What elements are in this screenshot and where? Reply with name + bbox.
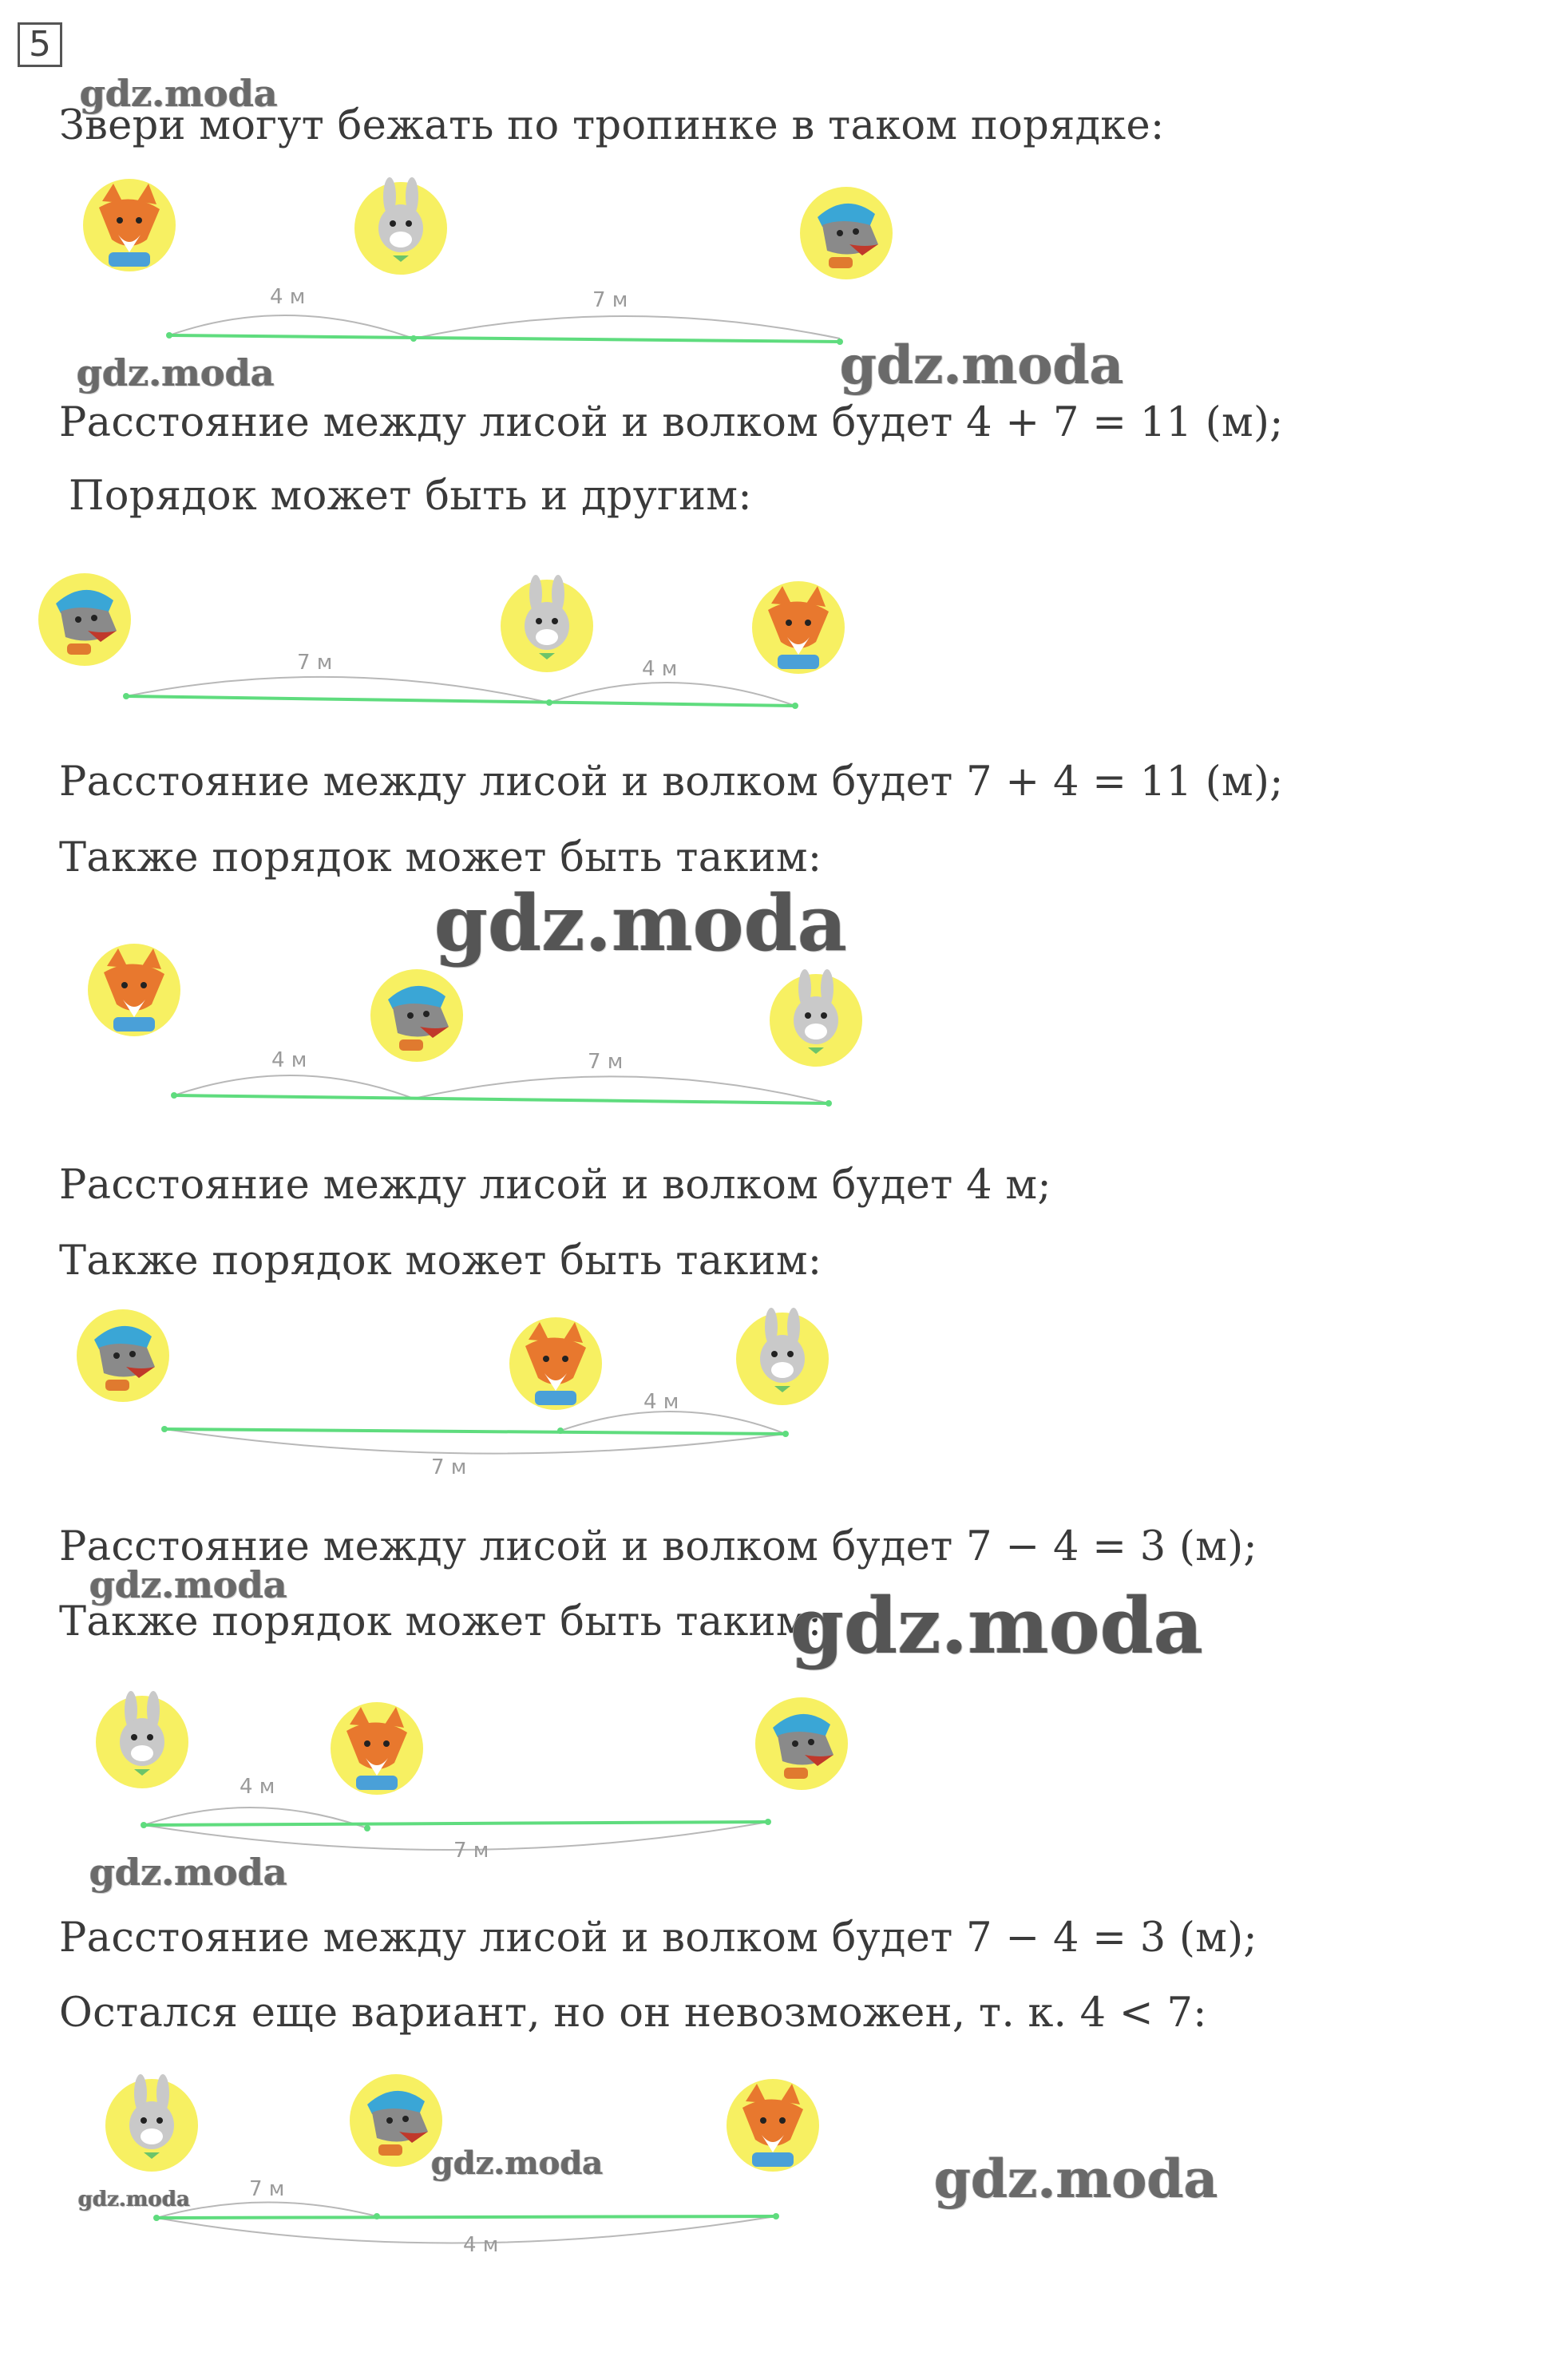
diagram-2-svg — [0, 559, 1568, 719]
fox-eye — [364, 1740, 370, 1747]
wolf-collar — [105, 1380, 129, 1391]
path-line — [174, 1095, 829, 1103]
text-line-2: Расстояние между лисой и волком будет 4 + 7 = 11 (м); — [59, 399, 1284, 446]
fox-collar — [535, 1391, 576, 1405]
label-7m: 7 м — [431, 1455, 467, 1479]
label-7m: 7 м — [249, 2177, 285, 2201]
path-dot — [826, 1100, 832, 1107]
fox-icon — [331, 1702, 423, 1795]
wolf-icon — [755, 1697, 848, 1790]
watermark: gdz.moda — [80, 72, 278, 115]
watermark: gdz.moda — [78, 2188, 191, 2211]
wolf-eye — [792, 1740, 798, 1747]
diagram-4-svg — [0, 1293, 1568, 1485]
label-7m: 7 м — [453, 1839, 489, 1863]
path-line — [144, 1822, 768, 1825]
text-line-5: Также порядок может быть таким: — [59, 834, 822, 881]
hare-muzzle — [141, 2128, 163, 2144]
diagram-2 — [0, 559, 1568, 719]
text-line-9: Также порядок может быть таким: — [59, 1598, 822, 1645]
wolf-eye — [423, 1011, 430, 1017]
path-dot — [773, 2213, 779, 2219]
path-dot — [153, 2215, 160, 2221]
hare-eye — [821, 1012, 827, 1019]
wolf-collar — [378, 2144, 402, 2156]
fox-eye — [117, 217, 123, 224]
wolf-eye — [402, 2116, 409, 2122]
diagram-1 — [0, 176, 1568, 359]
fox-eye — [543, 1356, 549, 1362]
hare-eye — [552, 618, 558, 624]
watermark: gdz.moda — [790, 1581, 1204, 1671]
wolf-eye — [91, 615, 97, 621]
hare-eye — [536, 618, 542, 624]
label-7m: 7 м — [592, 288, 628, 312]
wolf-eye — [407, 1012, 414, 1019]
path-dot — [410, 335, 417, 342]
wolf-eye — [75, 616, 81, 623]
wolf-icon — [370, 969, 463, 1062]
fox-eye — [141, 982, 147, 988]
hare-icon — [770, 969, 862, 1067]
hare-icon — [736, 1308, 829, 1405]
wolf-eye — [129, 1351, 136, 1357]
fox-eye — [786, 620, 792, 626]
watermark: gdz.moda — [431, 2144, 604, 2182]
path-dot — [141, 1822, 147, 1828]
fox-eye — [121, 982, 128, 988]
diagram-6-svg — [0, 2060, 1568, 2267]
label-7m: 7 м — [588, 1050, 624, 1074]
wolf-eye — [808, 1739, 814, 1745]
path-dot — [161, 1426, 168, 1432]
arc-4m — [560, 1412, 786, 1434]
fox-icon — [727, 2079, 819, 2172]
text-line-4: Расстояние между лисой и волком будет 7 + 4 = 11 (м); — [59, 758, 1284, 806]
wolf-collar — [784, 1768, 808, 1779]
hare-eye — [131, 1734, 137, 1740]
wolf-eye — [853, 228, 859, 235]
fox-eye — [383, 1740, 390, 1747]
arc-7m — [414, 316, 840, 339]
fox-eye — [760, 2117, 766, 2124]
hare-icon — [105, 2074, 198, 2172]
fox-eye — [779, 2117, 786, 2124]
watermark: gdz.moda — [934, 2148, 1218, 2210]
label-4m: 4 м — [643, 1390, 679, 1414]
watermark: gdz.moda — [840, 334, 1124, 396]
text-line-3: Порядок может быть и другим: — [69, 473, 752, 520]
label-4m: 4 м — [463, 2233, 499, 2257]
fox-eye — [136, 217, 142, 224]
path-dot — [557, 1427, 564, 1434]
hare-muzzle — [131, 1745, 153, 1761]
path-dot — [765, 1819, 771, 1825]
fox-icon — [752, 581, 845, 674]
watermark: gdz.moda — [77, 351, 275, 394]
label-7m: 7 м — [297, 651, 333, 675]
label-4m: 4 м — [240, 1775, 275, 1799]
path-line — [164, 1429, 786, 1434]
text-line-11: Остался еще вариант, но он невозможен, т. к. 4 < 7: — [59, 1990, 1207, 2037]
fox-collar — [113, 1017, 155, 1031]
fox-collar — [356, 1776, 398, 1790]
path-dot — [546, 699, 552, 706]
text-line-6: Расстояние между лисой и волком будет 4 м; — [59, 1162, 1051, 1209]
hare-eye — [406, 220, 412, 227]
hare-muzzle — [805, 1024, 827, 1039]
wolf-collar — [399, 1039, 423, 1051]
text-line-7: Также порядок может быть таким: — [59, 1237, 822, 1285]
wolf-eye — [386, 2117, 393, 2124]
hare-muzzle — [390, 232, 412, 247]
path-dot — [123, 693, 129, 699]
wolf-collar — [829, 257, 853, 268]
wolf-icon — [77, 1309, 169, 1402]
hare-eye — [156, 2117, 163, 2124]
diagram-4 — [0, 1293, 1568, 1485]
wolf-eye — [113, 1352, 120, 1359]
watermark: gdz.moda — [89, 1851, 287, 1894]
hare-eye — [805, 1012, 811, 1019]
wolf-icon — [800, 187, 893, 279]
wolf-icon — [350, 2074, 442, 2167]
watermark: gdz.moda — [434, 878, 848, 968]
path-dot — [171, 1092, 177, 1099]
task-number: 5 — [18, 22, 62, 67]
wolf-icon — [38, 573, 131, 666]
fox-icon — [83, 179, 176, 271]
fox-eye — [562, 1356, 568, 1362]
wolf-collar — [67, 643, 91, 655]
hare-icon — [501, 575, 593, 672]
hare-eye — [771, 1351, 778, 1357]
path-dot — [374, 2213, 380, 2219]
label-4m: 4 м — [270, 285, 306, 309]
label-4m: 4 м — [642, 657, 678, 681]
path-dot — [782, 1431, 789, 1437]
hare-eye — [141, 2117, 147, 2124]
diagram-6 — [0, 2060, 1568, 2267]
fox-collar — [752, 2152, 794, 2167]
hare-eye — [787, 1351, 794, 1357]
hare-icon — [96, 1691, 188, 1788]
path-line — [156, 2216, 776, 2218]
text-line-8: Расстояние между лисой и волком будет 7 − 4 = 3 (м); — [59, 1523, 1257, 1570]
hare-eye — [147, 1734, 153, 1740]
watermark: gdz.moda — [89, 1563, 287, 1606]
path-dot — [166, 332, 172, 339]
fox-eye — [805, 620, 811, 626]
hare-icon — [354, 177, 447, 275]
text-line-10: Расстояние между лисой и волком будет 7 − 4 = 3 (м); — [59, 1914, 1257, 1962]
path-line — [169, 335, 840, 342]
hare-muzzle — [536, 629, 558, 645]
hare-eye — [390, 220, 396, 227]
path-dot — [792, 703, 798, 709]
label-4m: 4 м — [271, 1048, 307, 1072]
text-line-1: Звери могут бежать по тропинке в таком порядке: — [59, 102, 1165, 149]
fox-collar — [109, 252, 150, 267]
fox-collar — [778, 655, 819, 669]
path-dot — [364, 1825, 370, 1831]
wolf-eye — [837, 230, 843, 236]
fox-icon — [509, 1317, 602, 1410]
fox-icon — [88, 944, 180, 1036]
hare-muzzle — [771, 1362, 794, 1378]
diagram-1-svg — [0, 176, 1568, 359]
path-line — [126, 696, 795, 706]
